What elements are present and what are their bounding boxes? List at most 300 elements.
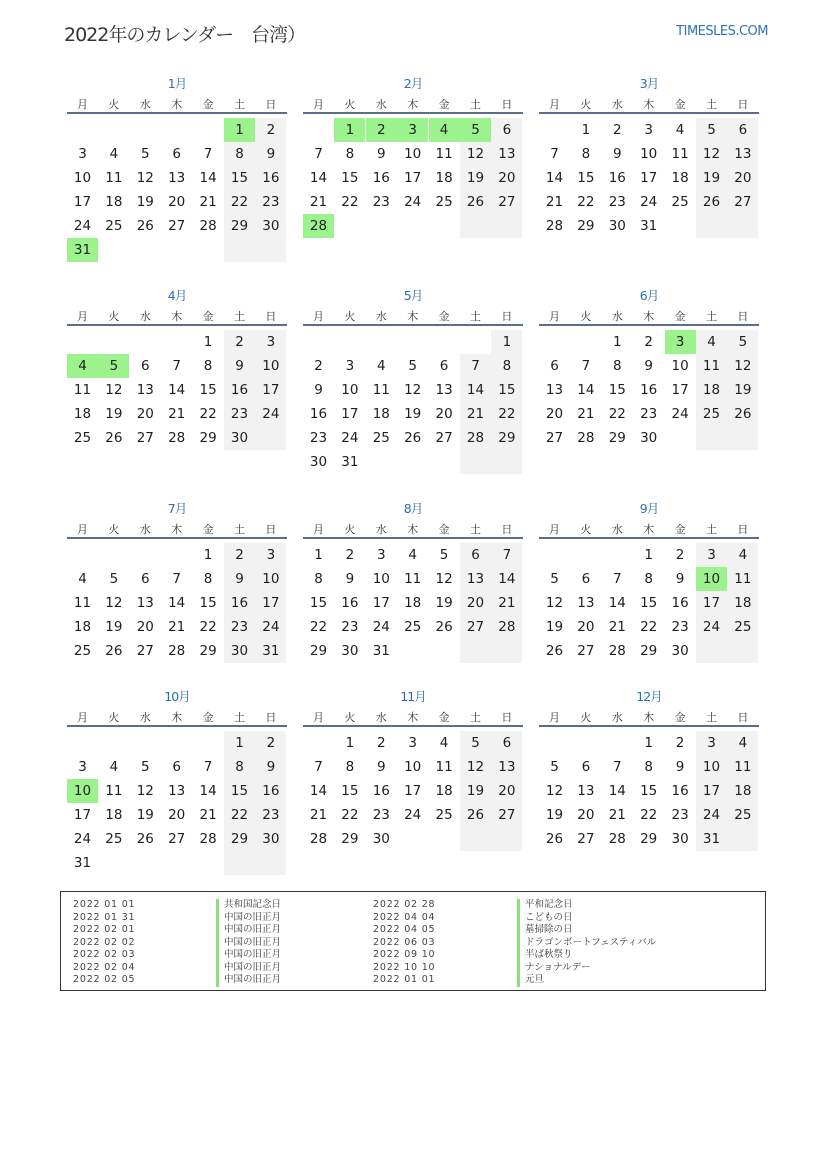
calendar-day: 7 [613,571,622,587]
calendar-day: 2 [345,547,355,563]
calendar-day: 24 [372,619,390,635]
calendar-day: 13 [435,382,453,398]
month-title: 5月 [403,288,423,303]
weekend-blank [491,639,522,663]
calendar-day: 31 [640,218,658,234]
calendar-day: 9 [675,571,685,587]
calendar-day: 29 [640,643,658,659]
weekday-header: 水 [375,711,387,724]
calendar-day: 15 [341,783,359,799]
calendar-day: 19 [435,595,453,611]
calendar-day: 14 [577,382,595,398]
calendar-day: 13 [168,783,186,799]
calendar-day: 15 [341,170,359,186]
calendar-day: 27 [727,190,758,214]
calendar-day: 23 [372,807,390,823]
calendar-day: 1 [314,547,323,563]
calendar-day: 9 [613,146,622,162]
calendar-day: 30 [608,218,626,234]
weekday-header: 木 [407,310,419,323]
calendar-day: 14 [199,783,217,799]
calendar-day: 7 [172,571,181,587]
calendar-day: 25 [727,615,758,639]
calendar-day: 6 [460,543,491,567]
calendar-day: 2 [224,543,255,567]
weekday-header: 水 [139,98,151,111]
calendar-day: 22 [224,190,255,214]
calendar-day: 8 [203,571,213,587]
weekend-blank [491,827,522,851]
calendar-day: 14 [309,170,328,186]
weekday-header: 金 [202,523,214,536]
calendar-day: 20 [577,619,595,635]
weekday-header: 土 [470,523,481,536]
calendar-day: 4 [109,146,119,162]
calendar-day: 28 [491,615,522,639]
calendar-day: 8 [644,759,653,775]
holiday-date: 2022 02 04 [73,961,136,973]
calendar-day: 23 [255,803,286,827]
weekday-header: 火 [108,98,120,111]
calendar-day: 29 [224,827,255,851]
holiday-name: 元旦 [517,974,544,987]
calendar-day: 10 [255,354,286,378]
holiday-date: 2022 01 01 [373,974,436,985]
calendar-day: 25 [372,430,390,446]
calendar-day: 19 [727,378,758,402]
calendar-day: 13 [460,567,491,591]
calendar-day: 12 [105,382,123,398]
calendar-day: 16 [372,783,390,799]
weekday-header: 火 [344,310,356,323]
weekday-header: 月 [549,310,560,323]
calendar-day: 18 [671,170,689,186]
holiday-day: 31 [67,238,98,262]
calendar-day: 18 [435,783,453,799]
calendar-day: 20 [168,807,186,823]
calendar-day: 23 [224,402,255,426]
weekend-blank [491,214,522,238]
holiday-name: 中国の旧正月 [216,924,281,937]
calendar-day: 17 [404,783,422,799]
calendar-day: 25 [73,430,92,446]
calendar-day: 10 [372,571,390,587]
calendar-day: 18 [105,807,123,823]
weekday-header: 月 [549,711,560,724]
month-title: 11月 [400,689,426,704]
calendar-day: 9 [255,755,286,779]
calendar-day: 13 [168,170,186,186]
calendar-day: 15 [199,595,217,611]
weekday-header: 日 [737,711,749,724]
calendar-day: 30 [671,643,689,659]
weekday-header: 月 [313,98,324,111]
calendar-day: 17 [671,382,689,398]
holiday-name: 中国の旧正月 [216,912,281,925]
calendar-day: 11 [105,170,123,186]
weekday-header: 土 [706,711,717,724]
calendar-day: 16 [224,378,255,402]
calendar-day: 15 [309,595,328,611]
month-title: 12月 [636,689,662,704]
calendar-day: 21 [608,619,626,635]
holiday-day: 3 [665,330,696,354]
weekday-header: 木 [643,523,655,536]
calendar-day: 25 [105,831,123,847]
calendar-day: 23 [671,619,689,635]
calendar-day: 12 [105,595,123,611]
calendar-day: 30 [224,426,255,450]
calendar-day: 25 [105,218,123,234]
calendar-day: 3 [345,358,355,374]
calendar-day: 7 [314,759,323,775]
calendar-day: 16 [309,406,328,422]
calendar-day: 19 [545,807,564,823]
calendar-day: 6 [491,118,522,142]
calendar-day: 4 [78,571,87,587]
weekday-header: 火 [344,523,356,536]
calendar-day: 23 [608,194,626,210]
calendar-day: 4 [727,731,758,755]
calendar-day: 30 [372,831,390,847]
calendar-day: 3 [78,146,87,162]
weekday-header: 木 [171,310,183,323]
calendar-day: 3 [644,122,653,138]
weekend-blank [727,827,758,851]
calendar-day: 21 [491,591,522,615]
calendar-day: 1 [224,731,255,755]
calendar-day: 30 [341,643,359,659]
weekday-header: 月 [313,711,324,724]
weekend-blank [460,639,491,663]
calendar-day: 24 [255,615,286,639]
holiday-date: 2022 04 05 [373,924,436,935]
weekday-header: 月 [77,711,88,724]
calendar-day: 15 [491,378,522,402]
calendar-day: 26 [545,643,564,659]
calendar-day: 29 [640,831,658,847]
weekday-header: 水 [375,310,387,323]
weekday-header: 月 [313,310,324,323]
weekday-header: 金 [674,98,686,111]
calendar-day: 12 [460,755,491,779]
calendar-day: 5 [439,547,449,563]
calendar-day: 17 [73,807,92,823]
weekday-header: 水 [611,523,623,536]
calendar-day: 29 [491,426,522,450]
calendar-day: 27 [168,218,186,234]
weekday-header: 木 [407,711,419,724]
calendar-day: 4 [439,735,449,751]
calendar-day: 22 [640,619,658,635]
calendar-day: 14 [309,783,328,799]
calendar-day: 23 [640,406,658,422]
calendar-day: 14 [168,382,186,398]
calendar-day: 26 [105,643,123,659]
calendar-day: 24 [73,218,92,234]
calendar-day: 15 [608,382,626,398]
calendar-day: 14 [545,170,564,186]
calendar-day: 7 [550,146,559,162]
calendar-day: 11 [727,567,758,591]
calendar-day: 21 [309,194,328,210]
weekday-header: 火 [108,523,120,536]
calendar-day: 16 [341,595,359,611]
holiday-name: 中国の旧正月 [216,949,281,962]
calendar-day: 10 [73,170,92,186]
weekday-header: 日 [501,711,513,724]
calendar-day: 2 [644,334,653,350]
weekday-header: 月 [77,98,88,111]
calendar-day: 20 [136,406,154,422]
calendar-day: 7 [460,354,491,378]
calendar-day: 22 [199,619,217,635]
calendar-day: 9 [675,759,685,775]
calendar-day: 23 [372,194,390,210]
calendar-day: 26 [460,190,491,214]
calendar-day: 8 [581,146,591,162]
holiday-day: 10 [67,779,98,803]
calendar-day: 25 [727,803,758,827]
weekday-header: 金 [674,523,686,536]
weekend-blank [727,214,758,238]
holiday-name: 墓掃除の日 [517,924,573,937]
calendar-day: 28 [545,218,564,234]
weekday-header: 火 [580,523,592,536]
calendar-day: 11 [73,595,92,611]
weekday-header: 土 [234,711,245,724]
calendar-day: 15 [640,595,658,611]
header-rule [67,537,287,539]
calendar-day: 20 [460,591,491,615]
weekday-header: 木 [643,98,655,111]
calendar-day: 2 [314,358,323,374]
holiday-date: 2022 01 01 [73,899,136,910]
calendar-day: 21 [608,807,626,823]
month-title: 8月 [403,501,423,516]
calendar-day: 17 [341,406,359,422]
calendar-day: 25 [435,194,453,210]
calendar-day: 8 [644,571,653,587]
weekday-header: 火 [344,711,356,724]
weekend-blank [696,214,727,238]
calendar-day: 2 [377,735,386,751]
holiday-name: 半ば秋祭り [517,949,573,962]
calendar-day: 11 [671,146,689,162]
calendar-day: 3 [255,543,286,567]
calendar-day: 17 [696,779,727,803]
calendar-day: 7 [203,759,213,775]
calendar-day: 16 [671,783,689,799]
calendar-day: 18 [435,170,453,186]
weekday-header: 日 [737,523,749,536]
calendar-day: 22 [341,194,359,210]
calendar-day: 10 [696,755,727,779]
calendar-day: 24 [73,831,92,847]
holiday-date: 2022 02 01 [73,924,136,935]
calendar-day: 17 [73,194,92,210]
weekday-header: 日 [501,310,513,323]
holiday-name: 共和国記念日 [216,899,281,912]
calendar-day: 12 [727,354,758,378]
calendar-day: 5 [727,330,758,354]
calendar-day: 11 [73,382,92,398]
weekday-header: 土 [234,310,245,323]
calendar-day: 16 [671,595,689,611]
calendar-day: 22 [491,402,522,426]
calendar-day: 13 [545,382,564,398]
calendar-day: 19 [545,619,564,635]
weekday-header: 土 [234,98,245,111]
weekday-header: 金 [202,711,214,724]
calendar-day: 28 [199,831,217,847]
weekend-blank [460,827,491,851]
calendar-day: 28 [460,426,491,450]
calendar-day: 5 [408,358,417,374]
holiday-name: ナショナルデー [517,962,591,975]
calendar-day: 28 [608,643,626,659]
calendar-day: 26 [545,831,564,847]
page-title: 2022年のカレンダー 台湾） [64,24,306,46]
calendar-day: 30 [309,454,328,470]
calendar-day: 8 [224,755,255,779]
calendar-day: 25 [435,807,453,823]
calendar-day: 30 [255,214,286,238]
calendar-day: 19 [460,779,491,803]
calendar-day: 1 [203,334,213,350]
calendar-day: 29 [341,831,359,847]
calendar-day: 11 [372,382,390,398]
calendar-day: 26 [404,430,422,446]
calendar-day: 21 [199,194,217,210]
calendar-day: 8 [203,358,213,374]
calendar-day: 28 [199,218,217,234]
weekday-header: 金 [438,310,450,323]
site-link[interactable]: TIMESLES.COM [676,24,768,39]
weekday-header: 木 [407,98,419,111]
calendar-day: 5 [460,731,491,755]
calendar-day: 22 [608,406,626,422]
calendar-day: 2 [255,731,286,755]
month-title: 9月 [639,501,659,516]
calendar-day: 14 [608,783,626,799]
calendar-day: 2 [255,118,286,142]
calendar-day: 27 [491,190,522,214]
calendar-day: 2 [224,330,255,354]
calendar-day: 13 [577,595,595,611]
calendar-day: 25 [671,194,689,210]
weekday-header: 月 [77,310,88,323]
weekend-blank [255,851,286,875]
calendar-day: 17 [372,595,390,611]
calendar-day: 16 [255,166,286,190]
calendar-day: 25 [404,619,422,635]
calendar-day: 5 [550,759,559,775]
calendar-day: 2 [675,547,685,563]
weekday-header: 水 [375,98,387,111]
calendar-day: 9 [644,358,653,374]
holiday-name: 中国の旧正月 [216,937,281,950]
calendar-day: 31 [696,827,727,851]
calendar-day: 17 [696,591,727,615]
calendar-day: 23 [309,430,328,446]
calendar-day: 12 [545,783,564,799]
calendar-day: 16 [372,170,390,186]
calendar-day: 8 [345,759,355,775]
weekday-header: 火 [344,98,356,111]
calendar-day: 8 [613,358,622,374]
calendar-day: 26 [727,402,758,426]
calendar-day: 10 [404,146,422,162]
holiday-date: 2022 02 02 [73,936,136,948]
calendar-day: 6 [172,759,181,775]
calendar-day: 11 [404,571,422,587]
calendar-day: 6 [581,571,591,587]
calendar-day: 25 [73,643,92,659]
holiday-date: 2022 09 10 [373,949,436,960]
calendar-day: 5 [696,118,727,142]
weekday-header: 木 [643,711,655,724]
month-title: 1月 [167,76,187,91]
calendar-day: 4 [109,759,119,775]
calendar-day: 29 [199,430,217,446]
calendar-day: 21 [577,406,595,422]
header-rule [303,324,523,326]
calendar-day: 19 [404,406,422,422]
calendar-day: 21 [545,194,564,210]
weekday-header: 日 [265,523,277,536]
calendar-day: 15 [224,166,255,190]
weekday-header: 金 [202,310,214,323]
calendar-day: 6 [439,358,449,374]
weekday-header: 木 [643,310,655,323]
holiday-day: 4 [67,354,98,378]
calendar-day: 24 [696,615,727,639]
holiday-day: 28 [303,214,334,238]
calendar-day: 13 [491,755,522,779]
weekday-header: 日 [501,523,513,536]
calendar-day: 19 [136,807,154,823]
calendar-day: 17 [255,591,286,615]
header-rule [67,324,287,326]
calendar-day: 13 [136,382,154,398]
weekday-header: 火 [108,310,120,323]
calendar-day: 27 [577,831,595,847]
weekday-header: 土 [706,98,717,111]
calendar-day: 26 [460,803,491,827]
calendar-day: 29 [224,214,255,238]
calendar-day: 16 [608,170,626,186]
calendar-day: 18 [727,779,758,803]
weekend-blank [696,426,727,450]
weekday-header: 金 [438,711,450,724]
calendar-day: 14 [460,378,491,402]
holiday-date: 2022 01 31 [73,911,136,923]
calendar-day: 22 [577,194,595,210]
holiday-date: 2022 02 05 [73,974,136,985]
calendar-day: 18 [404,595,422,611]
weekday-header: 月 [313,523,324,536]
holiday-date: 2022 02 28 [373,899,436,910]
calendar-day: 18 [372,406,390,422]
calendar-day: 30 [224,639,255,663]
weekday-header: 日 [737,310,749,323]
calendar-day: 7 [581,358,591,374]
calendar-day: 6 [172,146,181,162]
weekday-header: 日 [265,310,277,323]
weekday-header: 月 [77,523,88,536]
calendar-day: 4 [408,547,417,563]
